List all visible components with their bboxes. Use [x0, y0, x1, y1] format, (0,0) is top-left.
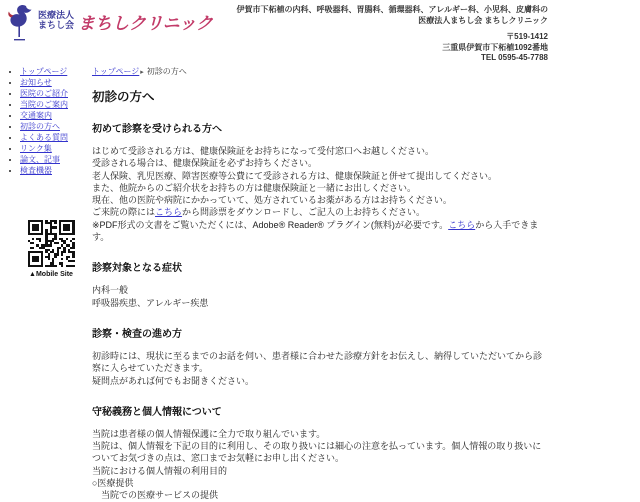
pdf-note-pre: ※PDF形式の文書をご覧いただくには、Adobe® Reader® プラグイン(無料)が必要です。 — [92, 219, 449, 230]
paragraph-line: また、他院からのご紹介状をお持ちの方は健康保険証と一緒にお出しください。 — [92, 182, 417, 193]
clinic-contact-block — [237, 5, 548, 64]
breadcrumb-home-link[interactable]: トップページ — [92, 67, 140, 76]
paragraph-line: 初診時には、現状に至るまでのお話を伺い、患者様に合わせた診療方針をお伝えし、納得していただいてから診察に入らせていただきます。 — [92, 350, 543, 374]
qr-code-icon — [28, 220, 75, 267]
paragraph-line: 内科一般 — [92, 285, 129, 296]
sidebar-item-faq[interactable]: よくある質問 — [20, 133, 68, 142]
postal-code: 〒519-1412 — [506, 32, 548, 41]
sidebar-nav — [0, 58, 88, 278]
sidebar-item-access[interactable]: 交通案内 — [20, 111, 52, 120]
sidebar-item-articles[interactable]: 論文、記事 — [20, 155, 60, 164]
sidebar-item — [20, 110, 88, 121]
sidebar-item-equipment[interactable]: 検査機器 — [20, 166, 52, 175]
sidebar-item — [20, 99, 88, 110]
adobe-reader-link[interactable]: こちら — [448, 219, 476, 230]
main-content — [88, 58, 550, 502]
logo-clinic-name: まちしクリニック — [78, 14, 213, 33]
sidebar-item-news[interactable]: お知らせ — [20, 78, 52, 87]
paragraph-line: 老人保険、乳児医療、障害医療等公費にて受診される方は、健康保険証と併せて提出してください。 — [92, 170, 498, 181]
sidebar-item-first-visit[interactable]: 初診の方へ — [20, 122, 60, 131]
sidebar-item-doctor-intro[interactable]: 医院のご紹介 — [20, 89, 68, 98]
paragraph-line — [92, 219, 550, 244]
sidebar-item — [20, 77, 88, 88]
sidebar-item — [20, 154, 88, 165]
download-text-pre: ご来院の際には — [92, 207, 156, 218]
download-text-post: から問診票をダウンロードし、ご記入の上お持ちください。 — [182, 207, 426, 218]
site-header — [0, 0, 640, 62]
clinic-logo[interactable] — [5, 3, 213, 43]
paragraph-line: 受診される場合は、健康保険証を必ずお持ちください。 — [92, 158, 318, 169]
sidebar-menu — [8, 66, 88, 176]
sidebar-item — [20, 132, 88, 143]
address: 三重県伊賀市下柘植1092番地 — [442, 42, 548, 52]
clinic-description-line2: 医療法人まちし会 まちしクリニック — [418, 15, 548, 25]
paragraph-line: はじめて受診される方は、健康保険証をお持ちになって受付窓口へお越しください。 — [92, 146, 435, 156]
sidebar-item — [20, 165, 88, 176]
paragraph-line: 当院での医療サービスの提供 — [92, 490, 219, 501]
paragraph-line: ○医療提供 — [92, 478, 134, 489]
paragraph-line: 当院は、個人情報を下記の目的に利用し、その取り扱いには細心の注意を払っています。個人情報の取り扱いについてお気づきの点は、窓口までお気軽にお申し出ください。 — [92, 441, 542, 464]
mobile-site-block — [26, 209, 76, 278]
paragraph-line — [92, 206, 550, 218]
breadcrumb-current: 初診の方へ — [146, 67, 187, 76]
phone-number: TEL 0595-45-7788 — [480, 53, 548, 62]
sidebar-item-clinic-guide[interactable]: 当院のご案内 — [20, 100, 68, 109]
section-heading-first-visit: 初めて診察を受けられる方へ — [92, 124, 222, 135]
section-heading-privacy: 守秘義務と個人情報について — [92, 406, 222, 418]
sidebar-item — [20, 143, 88, 154]
pdf-note-post: から入手できます。 — [92, 219, 539, 243]
questionnaire-download-link[interactable]: こちら — [155, 207, 183, 218]
breadcrumb — [92, 66, 550, 77]
paragraph-line: 現在、他の医院や病院にかかっていて、処方されているお薬がある方はお持ちください。 — [92, 195, 452, 206]
paragraph-line: 疑問点があれば何でもお聞きください。 — [92, 375, 255, 386]
clinic-description-line1: 伊賀市下柘植の内科、呼吸器科、胃腸科、循環器科、アレルギー科、小児科、皮膚科の — [236, 5, 548, 14]
breadcrumb-separator-icon: ▸ — [140, 69, 144, 76]
sidebar-item — [20, 66, 88, 77]
sidebar-item-top[interactable]: トップページ — [20, 67, 68, 76]
mobile-site-label: ▲Mobile Site — [29, 270, 73, 278]
paragraph-line: 当院における個人情報の利用目的 — [92, 465, 228, 476]
paragraph-line: 当院は患者様の個人情報保護に全力で取り組んでいます。 — [92, 428, 326, 439]
sidebar-item — [20, 121, 88, 132]
logo-org-name: 医療法人 まちし会 — [38, 10, 75, 30]
section-heading-procedure: 診察・検査の進め方 — [92, 328, 182, 340]
page-title: 初診の方へ — [92, 90, 155, 104]
bird-logo-icon — [5, 3, 35, 43]
paragraph-line: 呼吸器疾患、アレルギー疾患 — [92, 297, 209, 308]
section-heading-symptoms: 診察対象となる症状 — [92, 263, 182, 275]
sidebar-item-links[interactable]: リンク集 — [20, 144, 52, 153]
sidebar-item — [20, 88, 88, 99]
